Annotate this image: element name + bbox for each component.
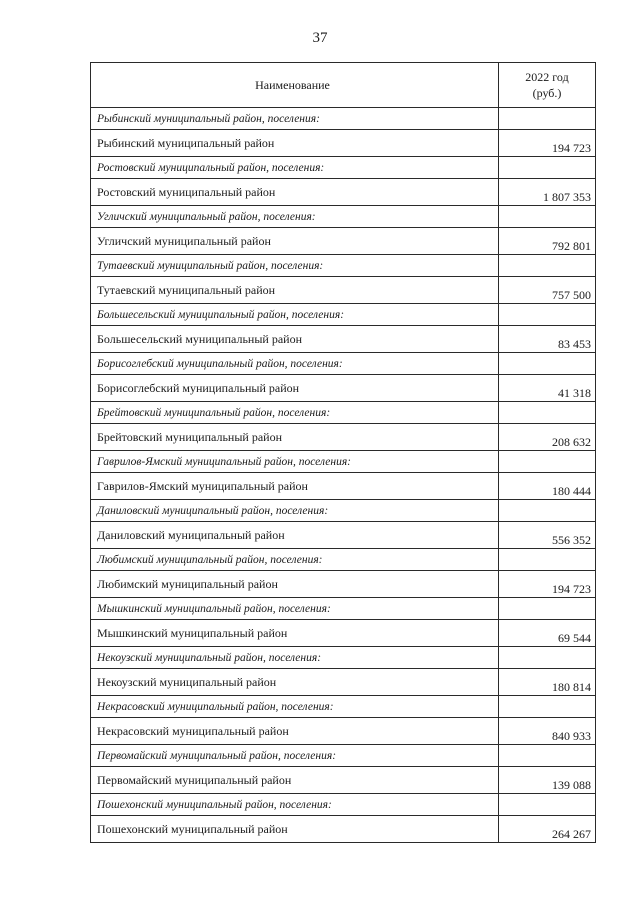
table-row <box>91 277 596 304</box>
district-name: Большесельский муниципальный район <box>91 326 499 353</box>
district-name: Гаврилов-Ямский муниципальный район <box>91 473 499 500</box>
section-value-cell <box>499 500 596 522</box>
district-name: Первомайский муниципальный район <box>91 767 499 794</box>
section-label: Брейтовский муниципальный район, поселения: <box>91 402 499 424</box>
section-row <box>91 745 596 767</box>
section-row <box>91 353 596 375</box>
district-value: 1 807 353 <box>499 179 596 206</box>
district-value: 194 723 <box>499 571 596 598</box>
table-row <box>91 375 596 402</box>
page-number: 37 <box>312 30 328 46</box>
district-name: Тутаевский муниципальный район <box>91 277 499 304</box>
table-row <box>91 179 596 206</box>
section-row <box>91 304 596 326</box>
header-name: Наименование <box>91 63 499 108</box>
district-name: Угличский муниципальный район <box>91 228 499 255</box>
section-label: Некрасовский муниципальный район, поселения: <box>91 696 499 718</box>
section-label: Рыбинский муниципальный район, поселения: <box>91 108 499 130</box>
section-value-cell <box>499 304 596 326</box>
district-name: Пошехонский муниципальный район <box>91 816 499 843</box>
section-row <box>91 794 596 816</box>
section-value-cell <box>499 157 596 179</box>
section-value-cell <box>499 108 596 130</box>
header-value <box>499 63 596 108</box>
section-value-cell <box>499 696 596 718</box>
section-label: Некоузский муниципальный район, поселения: <box>91 647 499 669</box>
section-value-cell <box>499 353 596 375</box>
budget-table <box>90 62 596 843</box>
section-row <box>91 500 596 522</box>
section-row <box>91 157 596 179</box>
district-name: Любимский муниципальный район <box>91 571 499 598</box>
table-row <box>91 326 596 353</box>
section-row <box>91 451 596 473</box>
district-name: Мышкинский муниципальный район <box>91 620 499 647</box>
district-value: 139 088 <box>499 767 596 794</box>
district-value: 180 814 <box>499 669 596 696</box>
district-value: 180 444 <box>499 473 596 500</box>
district-name: Рыбинский муниципальный район <box>91 130 499 157</box>
table-row <box>91 522 596 549</box>
table-row <box>91 473 596 500</box>
district-value: 83 453 <box>499 326 596 353</box>
district-value: 840 933 <box>499 718 596 745</box>
table-row <box>91 620 596 647</box>
section-label: Пошехонский муниципальный район, поселения: <box>91 794 499 816</box>
section-row <box>91 598 596 620</box>
table-row <box>91 228 596 255</box>
district-name: Брейтовский муниципальный район <box>91 424 499 451</box>
section-value-cell <box>499 598 596 620</box>
section-value-cell <box>499 255 596 277</box>
table-row <box>91 669 596 696</box>
table-row <box>91 767 596 794</box>
section-row <box>91 108 596 130</box>
section-row <box>91 549 596 571</box>
table-header-row <box>91 63 596 108</box>
section-row <box>91 206 596 228</box>
section-value-cell <box>499 549 596 571</box>
section-label: Гаврилов-Ямский муниципальный район, поселения: <box>91 451 499 473</box>
section-row <box>91 647 596 669</box>
district-value: 41 318 <box>499 375 596 402</box>
section-value-cell <box>499 206 596 228</box>
section-label: Даниловский муниципальный район, поселения: <box>91 500 499 522</box>
section-label: Мышкинский муниципальный район, поселения: <box>91 598 499 620</box>
district-value: 264 267 <box>499 816 596 843</box>
section-value-cell <box>499 451 596 473</box>
section-label: Борисоглебский муниципальный район, поселения: <box>91 353 499 375</box>
table-row <box>91 130 596 157</box>
section-label: Первомайский муниципальный район, поселения: <box>91 745 499 767</box>
district-name: Некрасовский муниципальный район <box>91 718 499 745</box>
table-row <box>91 571 596 598</box>
section-value-cell <box>499 794 596 816</box>
district-value: 69 544 <box>499 620 596 647</box>
section-row <box>91 402 596 424</box>
district-name: Ростовский муниципальный район <box>91 179 499 206</box>
header-value-unit: (руб.) <box>532 86 562 100</box>
section-label: Большесельский муниципальный район, поселения: <box>91 304 499 326</box>
section-label: Ростовский муниципальный район, поселения: <box>91 157 499 179</box>
section-label: Тутаевский муниципальный район, поселения: <box>91 255 499 277</box>
table-row <box>91 816 596 843</box>
district-value: 792 801 <box>499 228 596 255</box>
district-name: Некоузский муниципальный район <box>91 669 499 696</box>
district-name: Даниловский муниципальный район <box>91 522 499 549</box>
section-label: Угличский муниципальный район, поселения: <box>91 206 499 228</box>
district-value: 208 632 <box>499 424 596 451</box>
district-name: Борисоглебский муниципальный район <box>91 375 499 402</box>
section-row <box>91 696 596 718</box>
table-row <box>91 718 596 745</box>
section-value-cell <box>499 745 596 767</box>
header-value-year: 2022 год <box>525 70 569 84</box>
table-row <box>91 424 596 451</box>
section-label: Любимский муниципальный район, поселения: <box>91 549 499 571</box>
section-value-cell <box>499 402 596 424</box>
table-body <box>91 108 596 843</box>
section-row <box>91 255 596 277</box>
district-value: 556 352 <box>499 522 596 549</box>
district-value: 194 723 <box>499 130 596 157</box>
section-value-cell <box>499 647 596 669</box>
district-value: 757 500 <box>499 277 596 304</box>
